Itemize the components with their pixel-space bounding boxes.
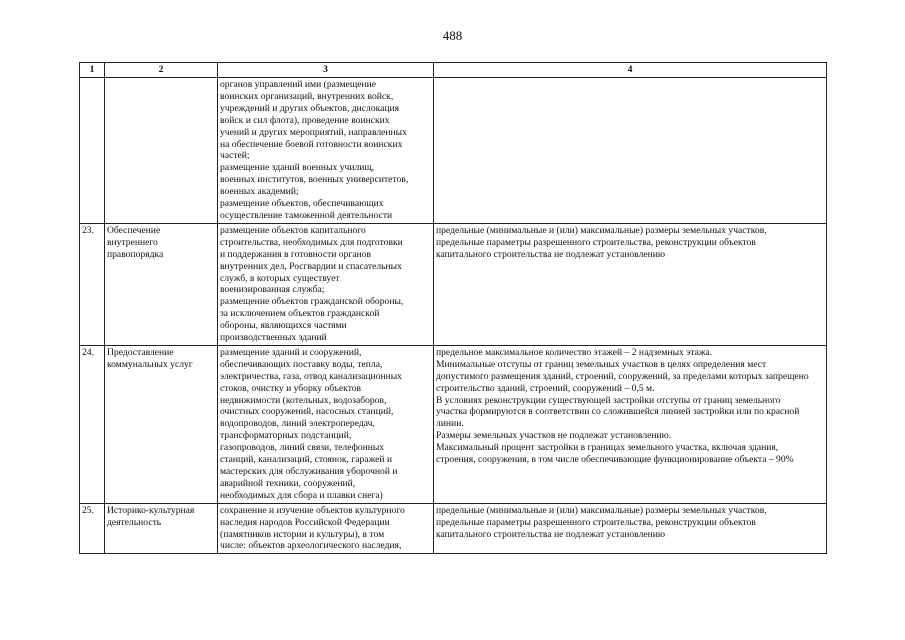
- description-line: стоков, очистку и уборку объектов: [220, 382, 362, 394]
- parameter-line: линии.: [436, 418, 464, 430]
- use-type-name: [105, 223, 218, 345]
- description-line: служб, в которых существует: [220, 272, 340, 284]
- row-number: [80, 78, 105, 224]
- description-line: учреждений и других объектов, дислокация: [220, 102, 400, 114]
- use-type-name: [105, 345, 218, 503]
- description-line: строительства, необходимых для подготовки: [220, 236, 403, 248]
- description-line: и поддержания в готовности органов: [220, 248, 372, 260]
- description-line: военных академий;: [220, 186, 299, 198]
- description-line: частей;: [220, 150, 250, 162]
- description-line: осуществление таможенной деятельности: [220, 209, 393, 221]
- table-body: [80, 78, 827, 554]
- page-number: 488: [442, 28, 463, 43]
- description-line: очистных сооружений, насосных станций,: [220, 406, 394, 418]
- parameter-line: Минимальные отступы от границ земельных участков в целях определения мест: [436, 358, 767, 370]
- header-col-1: 1: [80, 63, 105, 78]
- use-description: [218, 78, 434, 224]
- parameter-line: Размеры земельных участков не подлежат установлению.: [436, 430, 672, 442]
- parameter-line: предельное максимальное количество этажей – 2 надземных этажа.: [436, 346, 713, 358]
- parameter-line: предельные параметры разрешенного строительства, реконструкции объектов: [436, 516, 756, 528]
- description-line: аварийной техники, сооружений,: [220, 477, 356, 489]
- table-row: [80, 78, 827, 224]
- use-parameters: [434, 223, 827, 345]
- use-type-line: внутреннего: [107, 236, 158, 248]
- use-type-line: коммунальных услуг: [107, 358, 193, 370]
- parameter-line: предельные (минимальные и (или) максимальные) размеры земельных участков,: [436, 224, 767, 236]
- description-line: размещение объектов, обеспечивающих: [220, 198, 384, 210]
- description-line: сохранение и изучение объектов культурного: [220, 504, 405, 516]
- use-type-line: Историко-культурная: [107, 504, 195, 516]
- description-line: наследия народов Российской Федерации: [220, 516, 390, 528]
- description-line: необходимых для сбора и плавки снега): [220, 489, 383, 501]
- description-line: станций, канализаций, стоянок, гаражей и: [220, 454, 392, 466]
- parameter-line: капитального строительства не подлежат установлению: [436, 528, 666, 540]
- description-line: водопроводов, линий электропередач,: [220, 418, 375, 430]
- header-col-4: 4: [434, 63, 827, 78]
- table-row: [80, 223, 827, 345]
- parameter-line: капитального строительства не подлежат установлению: [436, 248, 666, 260]
- parameter-line: предельные параметры разрешенного строительства, реконструкции объектов: [436, 236, 756, 248]
- description-line: числе: объектов археологического наследия,: [220, 540, 402, 552]
- description-line: органов управлений ими (размещение: [220, 79, 377, 90]
- use-type-line: Обеспечение: [107, 224, 161, 236]
- description-line: воинских организаций, внутренних войск,: [220, 90, 394, 102]
- description-line: недвижимости (котельных, водозаборов,: [220, 394, 387, 406]
- parameter-line: В условиях реконструкции существующей застройки отступы от границ земельного: [436, 394, 781, 406]
- table-header-row: [80, 63, 827, 78]
- header-col-2: 2: [105, 63, 218, 78]
- description-line: военных институтов, военных университетов,: [220, 174, 409, 186]
- description-line: военизированная служба;: [220, 284, 325, 296]
- description-line: внутренних дел, Росгвардии и спасательных: [220, 260, 402, 272]
- description-line: обороны, являющихся частями: [220, 320, 347, 332]
- description-line: трансформаторных подстанций,: [220, 430, 352, 442]
- parameter-line: строения, сооружения, в том числе обеспечивающие функционирование объекта – 90%: [436, 454, 794, 466]
- description-line: учений и других мероприятий, направленных: [220, 126, 407, 138]
- table-row: [80, 503, 827, 554]
- use-type-line: Предоставление: [107, 346, 174, 358]
- row-number: 25.: [80, 503, 105, 554]
- parameter-line: участка формируются в соответствии со сложившейся линией застройки или по красной: [436, 406, 800, 418]
- parameter-line: предельные (минимальные и (или) максимальные) размеры земельных участков,: [436, 504, 767, 516]
- header-col-3: 3: [218, 63, 434, 78]
- description-line: на обеспечение боевой готовности воинских: [220, 138, 403, 150]
- use-parameters: [434, 78, 827, 224]
- use-description: [218, 345, 434, 503]
- use-type-line: правопорядка: [107, 248, 164, 260]
- use-description: [218, 503, 434, 554]
- description-line: газопроводов, линий связи, телефонных: [220, 442, 385, 454]
- description-line: электричества, газа, отвод канализационных: [220, 370, 402, 382]
- description-line: размещение объектов капитального: [220, 224, 366, 236]
- use-parameters: [434, 345, 827, 503]
- description-line: (памятников истории и культуры), в том: [220, 528, 385, 540]
- parameter-line: Максимальный процент застройки в границах земельного участка, включая здания,: [436, 442, 779, 454]
- parameter-line: строительство зданий, строений, сооружений – 0,5 м.: [436, 382, 655, 394]
- use-description: [218, 223, 434, 345]
- description-line: размещение зданий военных училищ,: [220, 162, 375, 174]
- table-row: [80, 345, 827, 503]
- parameter-line: допустимого размещения зданий, строений, сооружений, за пределами которых запрещено: [436, 370, 809, 382]
- description-line: размещение объектов гражданской обороны,: [220, 296, 404, 308]
- use-type-name: [105, 503, 218, 554]
- use-type-line: деятельность: [107, 516, 162, 528]
- description-line: мастерских для обслуживания уборочной и: [220, 466, 398, 477]
- zoning-table: [79, 62, 827, 554]
- description-line: размещение зданий и сооружений,: [220, 346, 362, 358]
- description-line: войск и сил флота), проведение воинских: [220, 114, 390, 126]
- use-parameters: [434, 503, 827, 554]
- description-line: производственных зданий: [220, 332, 327, 344]
- use-type-name: [105, 78, 218, 224]
- description-line: за исключением объектов гражданской: [220, 308, 380, 320]
- row-number: 23.: [80, 223, 105, 345]
- row-number: 24.: [80, 345, 105, 503]
- description-line: обеспечивающих поставку воды, тепла,: [220, 358, 383, 370]
